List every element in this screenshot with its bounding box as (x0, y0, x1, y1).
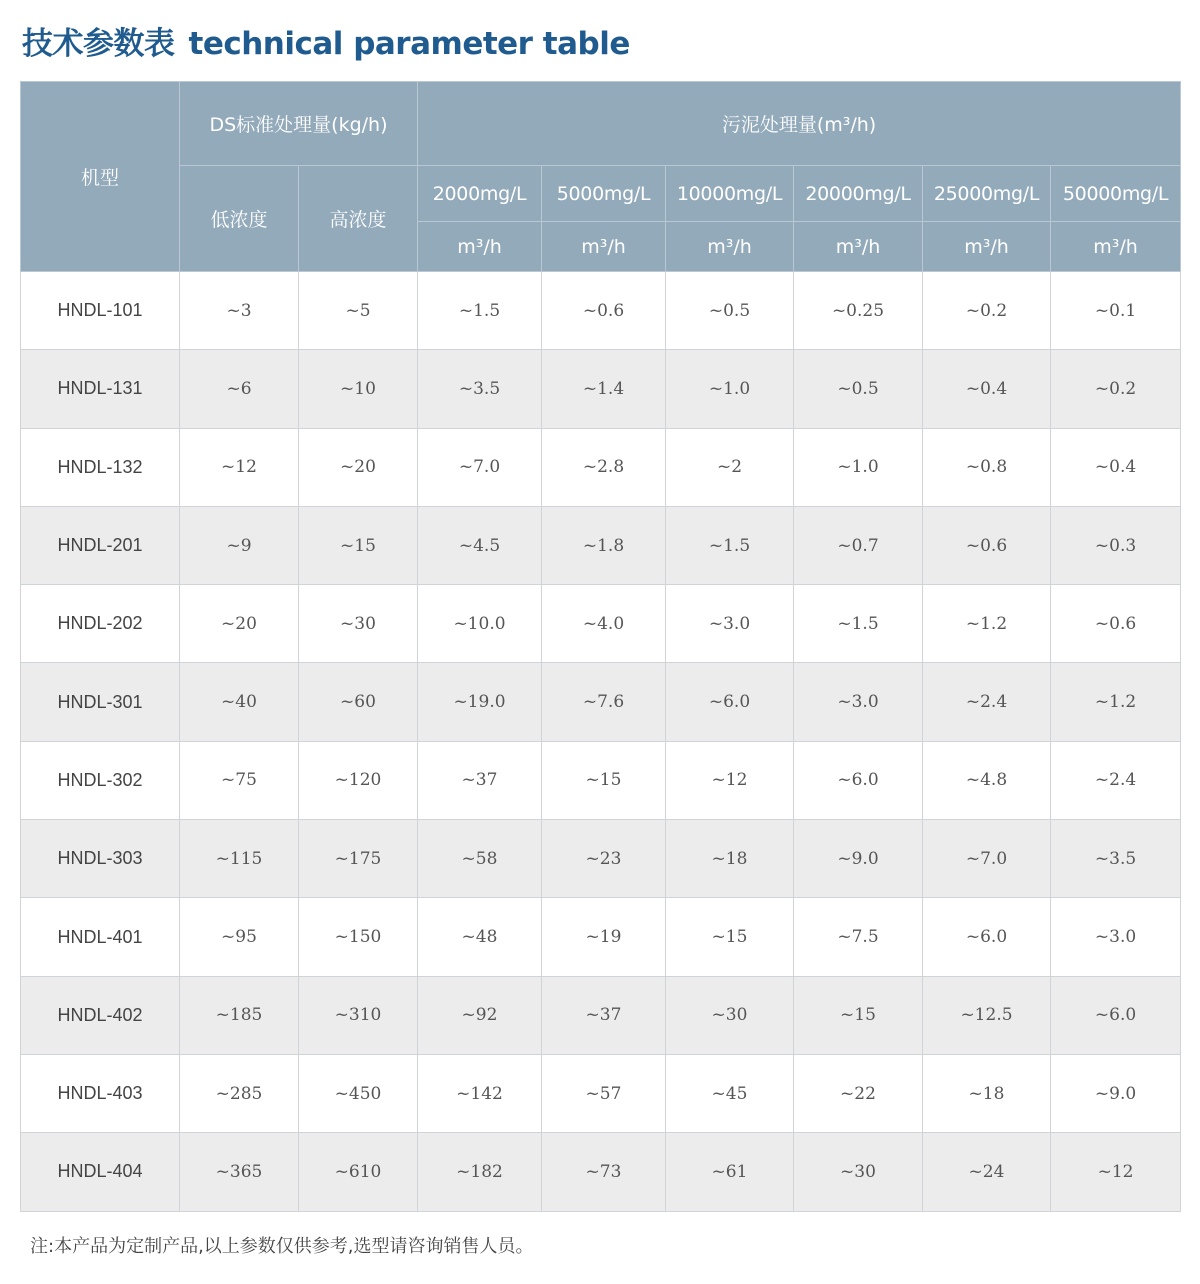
table-row (21, 1133, 1181, 1211)
sludge-cell: ~45 (666, 1054, 794, 1132)
ds-high-cell: ~150 (299, 898, 418, 976)
sludge-cell: ~0.25 (794, 272, 923, 350)
sludge-cell: ~58 (418, 820, 542, 898)
sludge-cell: ~3.0 (794, 663, 923, 741)
table-row (21, 350, 1181, 428)
sludge-cell: ~0.6 (542, 272, 666, 350)
ds-low-cell: ~365 (180, 1133, 299, 1211)
model-cell: HNDL-101 (21, 272, 180, 350)
sludge-cell: ~0.5 (794, 350, 923, 428)
header-ds-low: 低浓度 (180, 166, 299, 272)
sludge-cell: ~4.5 (418, 506, 542, 584)
header-model: 机型 (21, 82, 180, 272)
footnote: 注:本产品为定制产品,以上参数仅供参考,选型请咨询销售人员。 (30, 1236, 534, 1257)
header-unit: m³/h (1051, 222, 1181, 272)
sludge-cell: ~0.4 (1051, 428, 1181, 506)
model-cell: HNDL-201 (21, 506, 180, 584)
sludge-cell: ~182 (418, 1133, 542, 1211)
sludge-cell: ~4.8 (923, 741, 1051, 819)
sludge-cell: ~19 (542, 898, 666, 976)
table-body (21, 272, 1181, 1212)
model-cell: HNDL-202 (21, 585, 180, 663)
ds-high-cell: ~310 (299, 976, 418, 1054)
ds-low-cell: ~20 (180, 585, 299, 663)
table-row (21, 663, 1181, 741)
ds-high-cell: ~120 (299, 741, 418, 819)
sludge-cell: ~7.0 (418, 428, 542, 506)
header-ds-high: 高浓度 (299, 166, 418, 272)
ds-high-cell: ~20 (299, 428, 418, 506)
sludge-cell: ~4.0 (542, 585, 666, 663)
sludge-cell: ~3.5 (1051, 820, 1181, 898)
sludge-cell: ~24 (923, 1133, 1051, 1211)
sludge-cell: ~92 (418, 976, 542, 1054)
sludge-cell: ~2.4 (1051, 741, 1181, 819)
ds-high-cell: ~15 (299, 506, 418, 584)
page-title (22, 18, 630, 60)
sludge-cell: ~3.0 (1051, 898, 1181, 976)
sludge-cell: ~1.4 (542, 350, 666, 428)
header-concentration: 50000mg/L (1051, 166, 1181, 222)
sludge-cell: ~7.6 (542, 663, 666, 741)
ds-low-cell: ~9 (180, 506, 299, 584)
ds-low-cell: ~12 (180, 428, 299, 506)
sludge-cell: ~10.0 (418, 585, 542, 663)
sludge-cell: ~0.6 (1051, 585, 1181, 663)
model-cell: HNDL-403 (21, 1054, 180, 1132)
sludge-cell: ~0.2 (1051, 350, 1181, 428)
model-cell: HNDL-132 (21, 428, 180, 506)
page-title-en: technical parameter table (188, 26, 630, 62)
sludge-cell: ~1.2 (1051, 663, 1181, 741)
ds-high-cell: ~10 (299, 350, 418, 428)
ds-high-cell: ~60 (299, 663, 418, 741)
sludge-cell: ~30 (666, 976, 794, 1054)
ds-low-cell: ~185 (180, 976, 299, 1054)
sludge-cell: ~142 (418, 1054, 542, 1132)
ds-high-cell: ~5 (299, 272, 418, 350)
ds-high-cell: ~30 (299, 585, 418, 663)
header-unit: m³/h (542, 222, 666, 272)
sludge-cell: ~9.0 (1051, 1054, 1181, 1132)
header-unit: m³/h (794, 222, 923, 272)
sludge-cell: ~0.3 (1051, 506, 1181, 584)
header-unit: m³/h (666, 222, 794, 272)
sludge-cell: ~12 (666, 741, 794, 819)
ds-low-cell: ~3 (180, 272, 299, 350)
header-sludge-group: 污泥处理量(m³/h) (418, 82, 1181, 166)
sludge-cell: ~18 (666, 820, 794, 898)
sludge-cell: ~7.5 (794, 898, 923, 976)
table-row (21, 898, 1181, 976)
sludge-cell: ~6.0 (1051, 976, 1181, 1054)
table-row (21, 272, 1181, 350)
sludge-cell: ~2.4 (923, 663, 1051, 741)
header-concentration: 10000mg/L (666, 166, 794, 222)
sludge-cell: ~37 (418, 741, 542, 819)
ds-low-cell: ~6 (180, 350, 299, 428)
header-concentration: 20000mg/L (794, 166, 923, 222)
sludge-cell: ~1.5 (666, 506, 794, 584)
ds-low-cell: ~40 (180, 663, 299, 741)
sludge-cell: ~6.0 (666, 663, 794, 741)
ds-high-cell: ~450 (299, 1054, 418, 1132)
table-row (21, 820, 1181, 898)
sludge-cell: ~0.5 (666, 272, 794, 350)
model-cell: HNDL-402 (21, 976, 180, 1054)
sludge-cell: ~73 (542, 1133, 666, 1211)
sludge-cell: ~22 (794, 1054, 923, 1132)
sludge-cell: ~1.0 (794, 428, 923, 506)
model-cell: HNDL-301 (21, 663, 180, 741)
sludge-cell: ~0.6 (923, 506, 1051, 584)
ds-high-cell: ~610 (299, 1133, 418, 1211)
sludge-cell: ~12 (1051, 1133, 1181, 1211)
ds-low-cell: ~285 (180, 1054, 299, 1132)
sludge-cell: ~1.2 (923, 585, 1051, 663)
sludge-cell: ~15 (542, 741, 666, 819)
sludge-cell: ~6.0 (794, 741, 923, 819)
sludge-cell: ~1.5 (418, 272, 542, 350)
parameter-table (20, 81, 1181, 1212)
table-row (21, 976, 1181, 1054)
sludge-cell: ~0.1 (1051, 272, 1181, 350)
sludge-cell: ~0.8 (923, 428, 1051, 506)
header-concentration: 25000mg/L (923, 166, 1051, 222)
sludge-cell: ~6.0 (923, 898, 1051, 976)
table-row (21, 506, 1181, 584)
sludge-cell: ~9.0 (794, 820, 923, 898)
sludge-cell: ~3.5 (418, 350, 542, 428)
sludge-cell: ~30 (794, 1133, 923, 1211)
sludge-cell: ~2 (666, 428, 794, 506)
sludge-cell: ~18 (923, 1054, 1051, 1132)
sludge-cell: ~2.8 (542, 428, 666, 506)
sludge-cell: ~3.0 (666, 585, 794, 663)
sludge-cell: ~7.0 (923, 820, 1051, 898)
sludge-cell: ~15 (666, 898, 794, 976)
sludge-cell: ~0.4 (923, 350, 1051, 428)
model-cell: HNDL-131 (21, 350, 180, 428)
header-ds-group: DS标准处理量(kg/h) (180, 82, 418, 166)
model-cell: HNDL-401 (21, 898, 180, 976)
sludge-cell: ~1.8 (542, 506, 666, 584)
table-row (21, 741, 1181, 819)
model-cell: HNDL-302 (21, 741, 180, 819)
ds-low-cell: ~115 (180, 820, 299, 898)
ds-low-cell: ~75 (180, 741, 299, 819)
header-unit: m³/h (923, 222, 1051, 272)
header-concentration: 2000mg/L (418, 166, 542, 222)
table-header (21, 82, 1181, 272)
sludge-cell: ~12.5 (923, 976, 1051, 1054)
header-concentration: 5000mg/L (542, 166, 666, 222)
sludge-cell: ~37 (542, 976, 666, 1054)
ds-low-cell: ~95 (180, 898, 299, 976)
sludge-cell: ~0.2 (923, 272, 1051, 350)
model-cell: HNDL-303 (21, 820, 180, 898)
sludge-cell: ~48 (418, 898, 542, 976)
page-title-zh: 技术参数表 (22, 26, 175, 62)
sludge-cell: ~15 (794, 976, 923, 1054)
model-cell: HNDL-404 (21, 1133, 180, 1211)
sludge-cell: ~57 (542, 1054, 666, 1132)
sludge-cell: ~19.0 (418, 663, 542, 741)
sludge-cell: ~61 (666, 1133, 794, 1211)
header-unit: m³/h (418, 222, 542, 272)
sludge-cell: ~23 (542, 820, 666, 898)
sludge-cell: ~1.5 (794, 585, 923, 663)
table-row (21, 1054, 1181, 1132)
table-row (21, 585, 1181, 663)
sludge-cell: ~0.7 (794, 506, 923, 584)
ds-high-cell: ~175 (299, 820, 418, 898)
sludge-cell: ~1.0 (666, 350, 794, 428)
table-row (21, 428, 1181, 506)
